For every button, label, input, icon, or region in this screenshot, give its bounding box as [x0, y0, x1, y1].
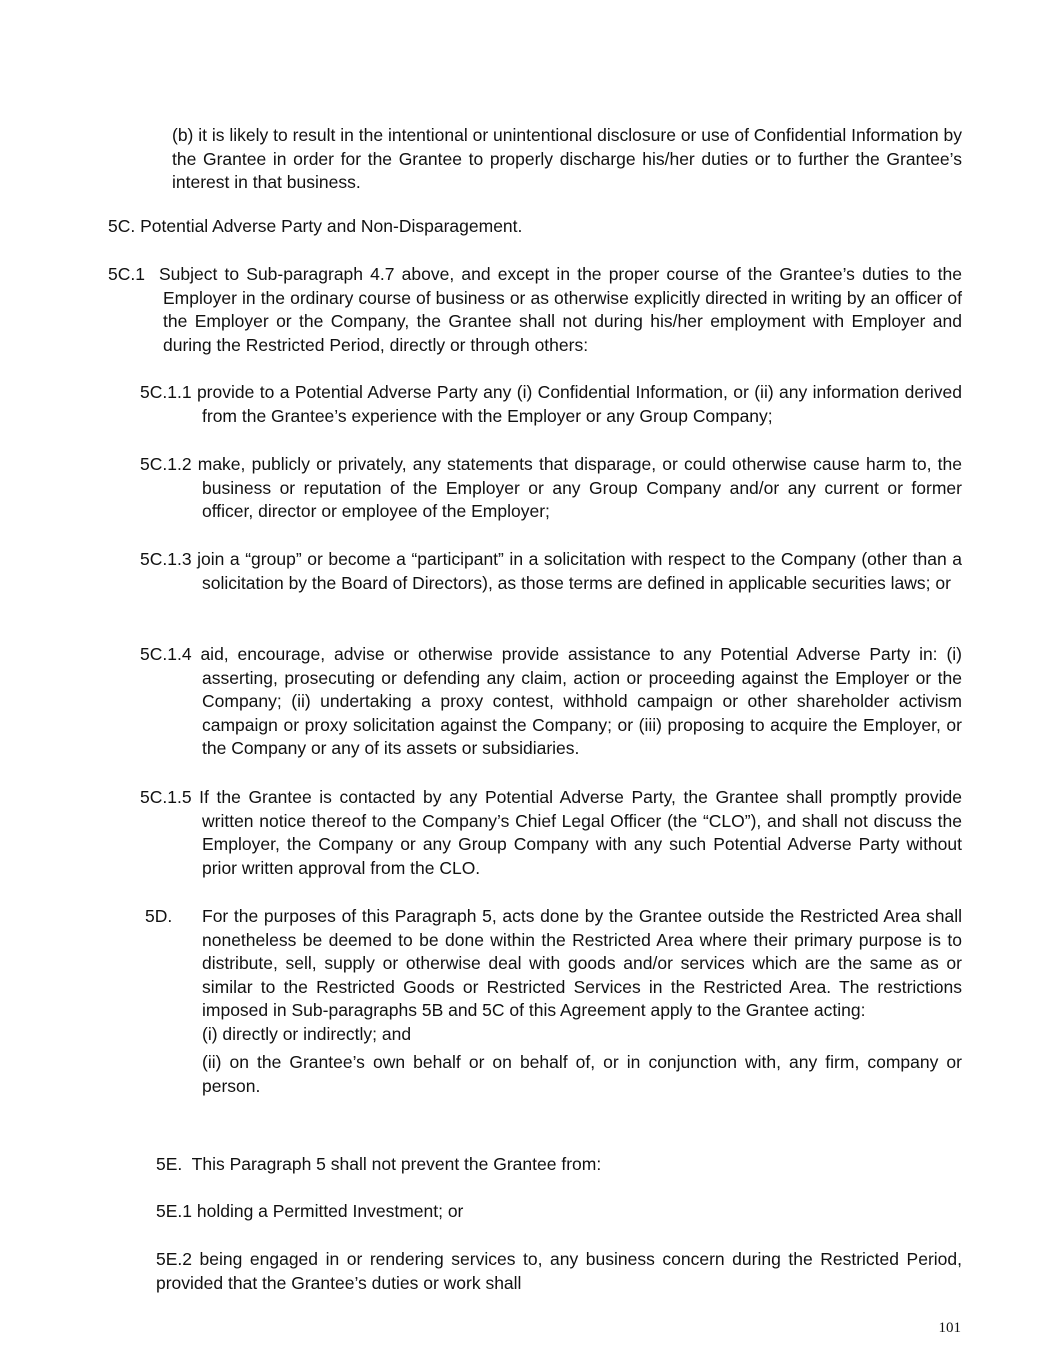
paragraph-b [172, 124, 962, 195]
paragraph-5c15 [140, 786, 962, 880]
paragraph-5c15-text: 5C.1.5 If the Grantee is contacted by any Potential Adverse Party, the Grantee shall promptly provide written notice thereof to the Company’s Chief Legal Officer (the “CLO”), and shall not discuss the Employer, the Company or any Group Company with any such Potential Adverse Party without prior written approval from the CLO. [140, 787, 962, 878]
heading-5c [108, 215, 908, 239]
paragraph-b-text: (b) it is likely to result in the intentional or unintentional disclosure or use of Confidential Information by the Grantee in order for the Grantee to properly discharge his/her duties or to further the Grantee’s interest in that business. [172, 125, 962, 192]
paragraph-5e2 [156, 1248, 962, 1295]
paragraph-5c14-text: 5C.1.4 aid, encourage, advise or otherwise provide assistance to any Potential Adverse Party in: (i) asserting, prosecuting or defending any claim, action or proceeding against the Employer or the Company; (ii) undertaking a proxy contest, withhold campaign or other shareholder activism campaign or proxy solicitation against the Company; or (iii) proposing to acquire the Employer, or the Company or any of its assets or subsidiaries. [140, 644, 962, 758]
paragraph-5c12 [140, 453, 962, 524]
paragraph-5d [145, 905, 962, 1098]
paragraph-5d-number: 5D. [145, 906, 173, 926]
paragraph-5e [156, 1153, 962, 1177]
paragraph-5c11-text: 5C.1.1 provide to a Potential Adverse Party any (i) Confidential Information, or (ii) any information derived from the Grantee’s experience with the Employer or any Group Company; [140, 382, 962, 426]
paragraph-5c12-text: 5C.1.2 make, publicly or privately, any statements that disparage, or could otherwise cause harm to, the business or reputation of the Employer or any Group Company and/or any current or former officer, director or employee of the Employer; [140, 454, 962, 521]
paragraph-5c13-text: 5C.1.3 join a “group” or become a “participant” in a solicitation with respect to the Company (other than a solicitation by the Board of Directors), as those terms are defined in applicable securities laws; or [140, 549, 962, 593]
paragraph-5c13 [140, 548, 962, 595]
paragraph-5e1 [156, 1200, 962, 1224]
paragraph-5e2-text: 5E.2 being engaged in or rendering services to, any business concern during the Restricted Period, provided that the Grantee’s duties or work shall [156, 1249, 962, 1293]
paragraph-5d-item-i: (i) directly or indirectly; and [202, 1023, 412, 1044]
paragraph-5c1-text: Subject to Sub-paragraph 4.7 above, and except in the proper course of the Grantee’s duties to the Employer in the ordinary course of business or as otherwise explicitly directed in writing by an officer of the Employer or the Company, the Grantee shall not during his/her employment with Employer and during the Restricted Period, directly or through others: [159, 264, 962, 355]
paragraph-5c11 [140, 381, 962, 428]
page-number: 101 [938, 1320, 961, 1336]
heading-5c-text: 5C. Potential Adverse Party and Non-Disparagement. [108, 216, 523, 236]
paragraph-5e-text: 5E. This Paragraph 5 shall not prevent the Grantee from: [156, 1154, 602, 1174]
paragraph-5d-text: For the purposes of this Paragraph 5, acts done by the Grantee outside the Restricted Area shall nonetheless be deemed to be done within the Restricted Area where their primary purpose is to distribute, sell, supply or otherwise deal with goods and/or services which are the same as or similar to the Restricted Goods or Restricted Services in the Restricted Area. The restrictions imposed in Sub-paragraphs 5B and 5C of this Agreement apply to the Grantee acting: [202, 906, 962, 1020]
paragraph-5e1-text: 5E.1 holding a Permitted Investment; or [156, 1201, 464, 1221]
paragraph-5c14 [140, 643, 962, 761]
paragraph-5c1-number: 5C.1 [108, 264, 145, 284]
paragraph-5d-item-ii: (ii) on the Grantee’s own behalf or on behalf of, or in conjunction with, any firm, company or person. [202, 1052, 962, 1096]
paragraph-5c1 [108, 263, 962, 357]
